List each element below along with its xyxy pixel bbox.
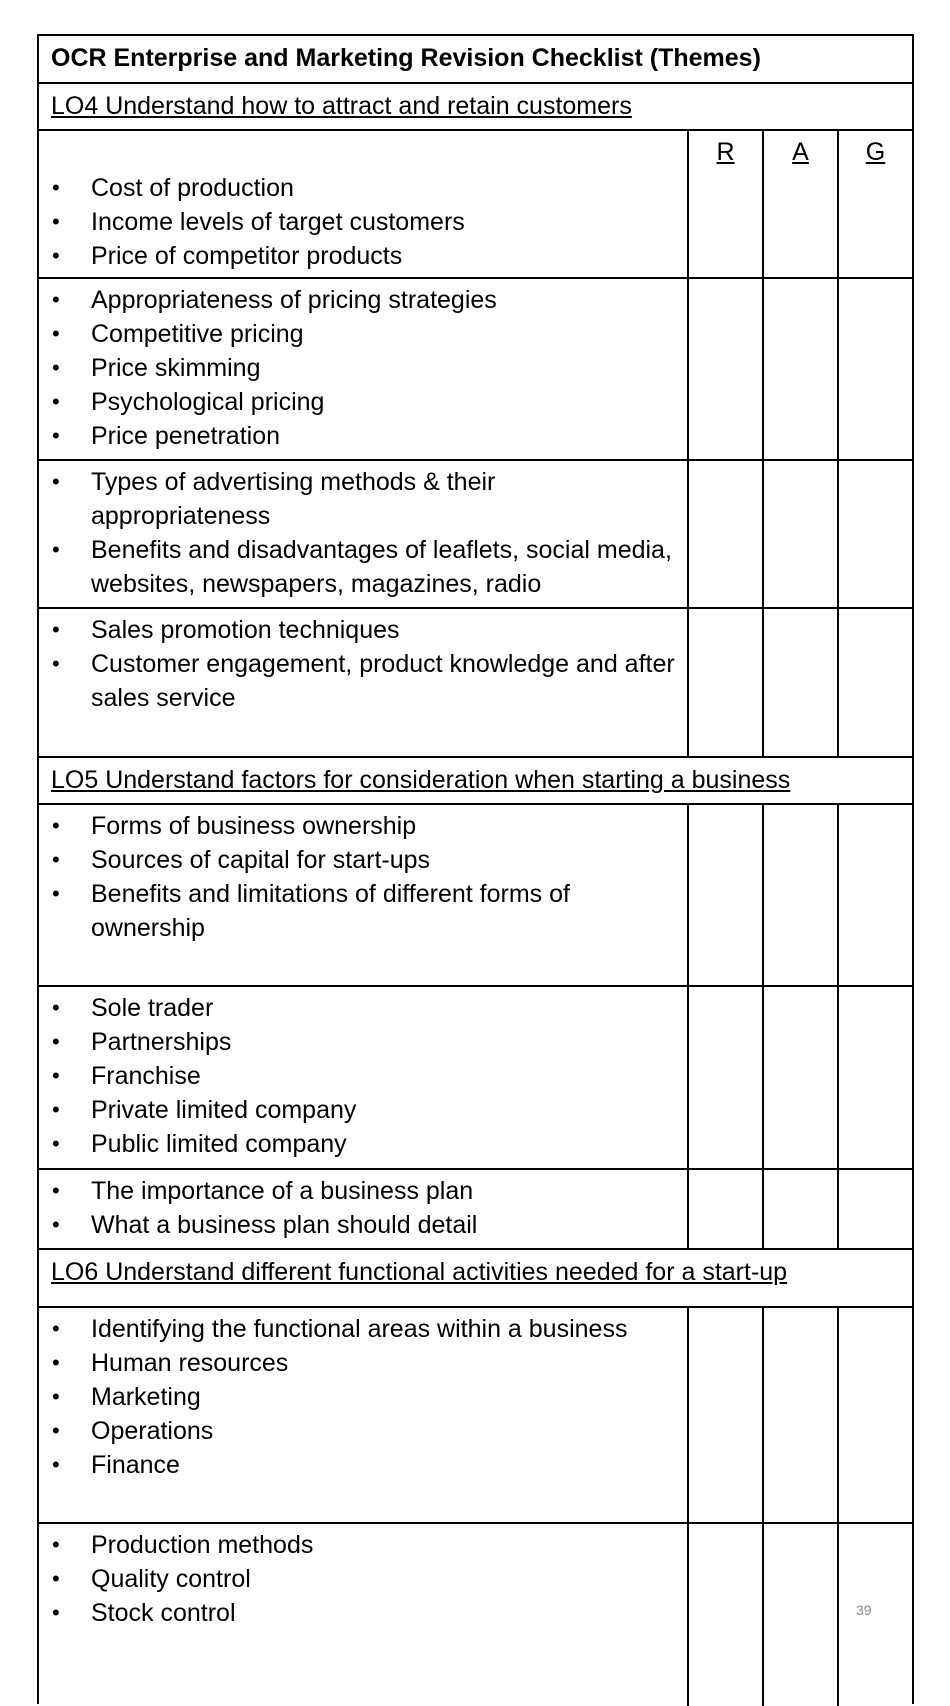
green-rating-cell[interactable] [839, 987, 912, 1168]
green-rating-cell[interactable] [839, 1308, 912, 1522]
lo4-group-2-row [39, 279, 912, 461]
green-column-header: G [865, 138, 886, 166]
lo4-group-3-row [39, 461, 912, 609]
green-rating-cell[interactable] [839, 1524, 912, 1706]
lo4-group-1-topics [39, 131, 689, 277]
green-rating-cell[interactable] [839, 461, 912, 607]
lo4-heading-row [39, 84, 912, 131]
lo4-group-2-topics [39, 279, 689, 459]
green-rating-cell[interactable] [839, 805, 912, 985]
green-rating-cell[interactable] [839, 279, 912, 459]
lo5-group-2-row [39, 987, 912, 1170]
amber-rating-cell[interactable] [764, 987, 839, 1168]
green-rating-cell[interactable] [839, 609, 912, 756]
green-rating-cell[interactable] [839, 131, 912, 277]
red-rating-cell[interactable] [689, 1524, 764, 1706]
lo5-group-1-topics [39, 805, 689, 985]
topic-item: • Forms of business ownership [39, 809, 687, 843]
title-row [39, 36, 912, 84]
page-number: 39 [856, 1602, 872, 1618]
lo4-group-1-row [39, 131, 912, 279]
lo4-group-4-topics [39, 609, 689, 756]
red-rating-cell[interactable] [689, 279, 764, 459]
amber-rating-cell[interactable] [764, 131, 839, 277]
topic-item: • Psychological pricing [39, 385, 687, 419]
topic-item: • What a business plan should detail [39, 1208, 687, 1242]
topic-item: • Benefits and disadvantages of leaflets, social media, websites, newspapers, magazines, radio [39, 533, 687, 601]
topic-item: • Sales promotion techniques [39, 613, 687, 647]
topic-item: • Identifying the functional areas within a business [39, 1312, 687, 1346]
amber-rating-cell[interactable] [764, 1170, 839, 1248]
topic-item: • Price of competitor products [39, 239, 687, 273]
topic-list [39, 1174, 687, 1242]
lo6-heading-row [39, 1250, 912, 1308]
topic-item: • Appropriateness of pricing strategies [39, 283, 687, 317]
topic-item: • Quality control [39, 1562, 687, 1596]
topic-item: • Partnerships [39, 1025, 687, 1059]
green-rating-cell[interactable] [839, 1170, 912, 1248]
lo5-group-1-row [39, 805, 912, 987]
lo6-group-1-topics [39, 1308, 689, 1522]
red-rating-cell[interactable] [689, 609, 764, 756]
topic-item: • Operations [39, 1414, 687, 1448]
topic-list [39, 1312, 687, 1482]
lo4-heading: LO4 Understand how to attract and retain customers [51, 92, 632, 120]
red-column-header: R [716, 138, 735, 166]
topic-item: • Stock control [39, 1596, 687, 1630]
topic-item: • Private limited company [39, 1093, 687, 1127]
topic-item: • Price skimming [39, 351, 687, 385]
topic-item: • Sources of capital for start-ups [39, 843, 687, 877]
lo6-heading: LO6 Understand different functional activities needed for a start-up [51, 1258, 788, 1286]
topic-list [39, 809, 687, 945]
red-rating-cell[interactable] [689, 461, 764, 607]
topic-item: • Cost of production [39, 171, 687, 205]
topic-item: • Sole trader [39, 991, 687, 1025]
amber-rating-cell[interactable] [764, 461, 839, 607]
revision-checklist-table [37, 34, 914, 1704]
lo5-heading: LO5 Understand factors for consideration when starting a business [51, 766, 791, 794]
lo6-group-2-row [39, 1524, 912, 1706]
red-rating-cell[interactable] [689, 805, 764, 985]
topic-item: • Public limited company [39, 1127, 687, 1161]
lo5-group-3-topics [39, 1170, 689, 1248]
amber-rating-cell[interactable] [764, 609, 839, 756]
topic-list [39, 465, 687, 601]
lo6-group-1-row [39, 1308, 912, 1524]
topic-list [39, 991, 687, 1161]
topic-item: • Competitive pricing [39, 317, 687, 351]
topic-item: • Price penetration [39, 419, 687, 453]
lo5-group-2-topics [39, 987, 689, 1168]
amber-rating-cell[interactable] [764, 805, 839, 985]
topic-list [39, 1528, 687, 1630]
topic-item: • The importance of a business plan [39, 1174, 687, 1208]
topic-list [39, 171, 687, 273]
amber-column-header: A [792, 138, 809, 166]
lo4-group-3-topics [39, 461, 689, 607]
topic-item: • Marketing [39, 1380, 687, 1414]
amber-rating-cell[interactable] [764, 1308, 839, 1522]
red-rating-cell[interactable] [689, 987, 764, 1168]
topic-item: • Human resources [39, 1346, 687, 1380]
page-title: OCR Enterprise and Marketing Revision Checklist (Themes) [51, 44, 761, 72]
lo4-group-4-row [39, 609, 912, 758]
topic-item: • Benefits and limitations of different forms of ownership [39, 877, 687, 945]
topic-item: • Types of advertising methods & their appropriateness [39, 465, 687, 533]
red-rating-cell[interactable] [689, 131, 764, 277]
red-rating-cell[interactable] [689, 1170, 764, 1248]
topic-item: • Customer engagement, product knowledge and after sales service [39, 647, 687, 715]
topic-item: • Income levels of target customers [39, 205, 687, 239]
lo6-group-2-topics [39, 1524, 689, 1706]
lo5-heading-row [39, 758, 912, 805]
lo5-group-3-row [39, 1170, 912, 1250]
topic-item: • Production methods [39, 1528, 687, 1562]
topic-item: • Finance [39, 1448, 687, 1482]
topic-item: • Franchise [39, 1059, 687, 1093]
topic-list [39, 283, 687, 453]
topic-list [39, 613, 687, 715]
amber-rating-cell[interactable] [764, 279, 839, 459]
amber-rating-cell[interactable] [764, 1524, 839, 1706]
red-rating-cell[interactable] [689, 1308, 764, 1522]
